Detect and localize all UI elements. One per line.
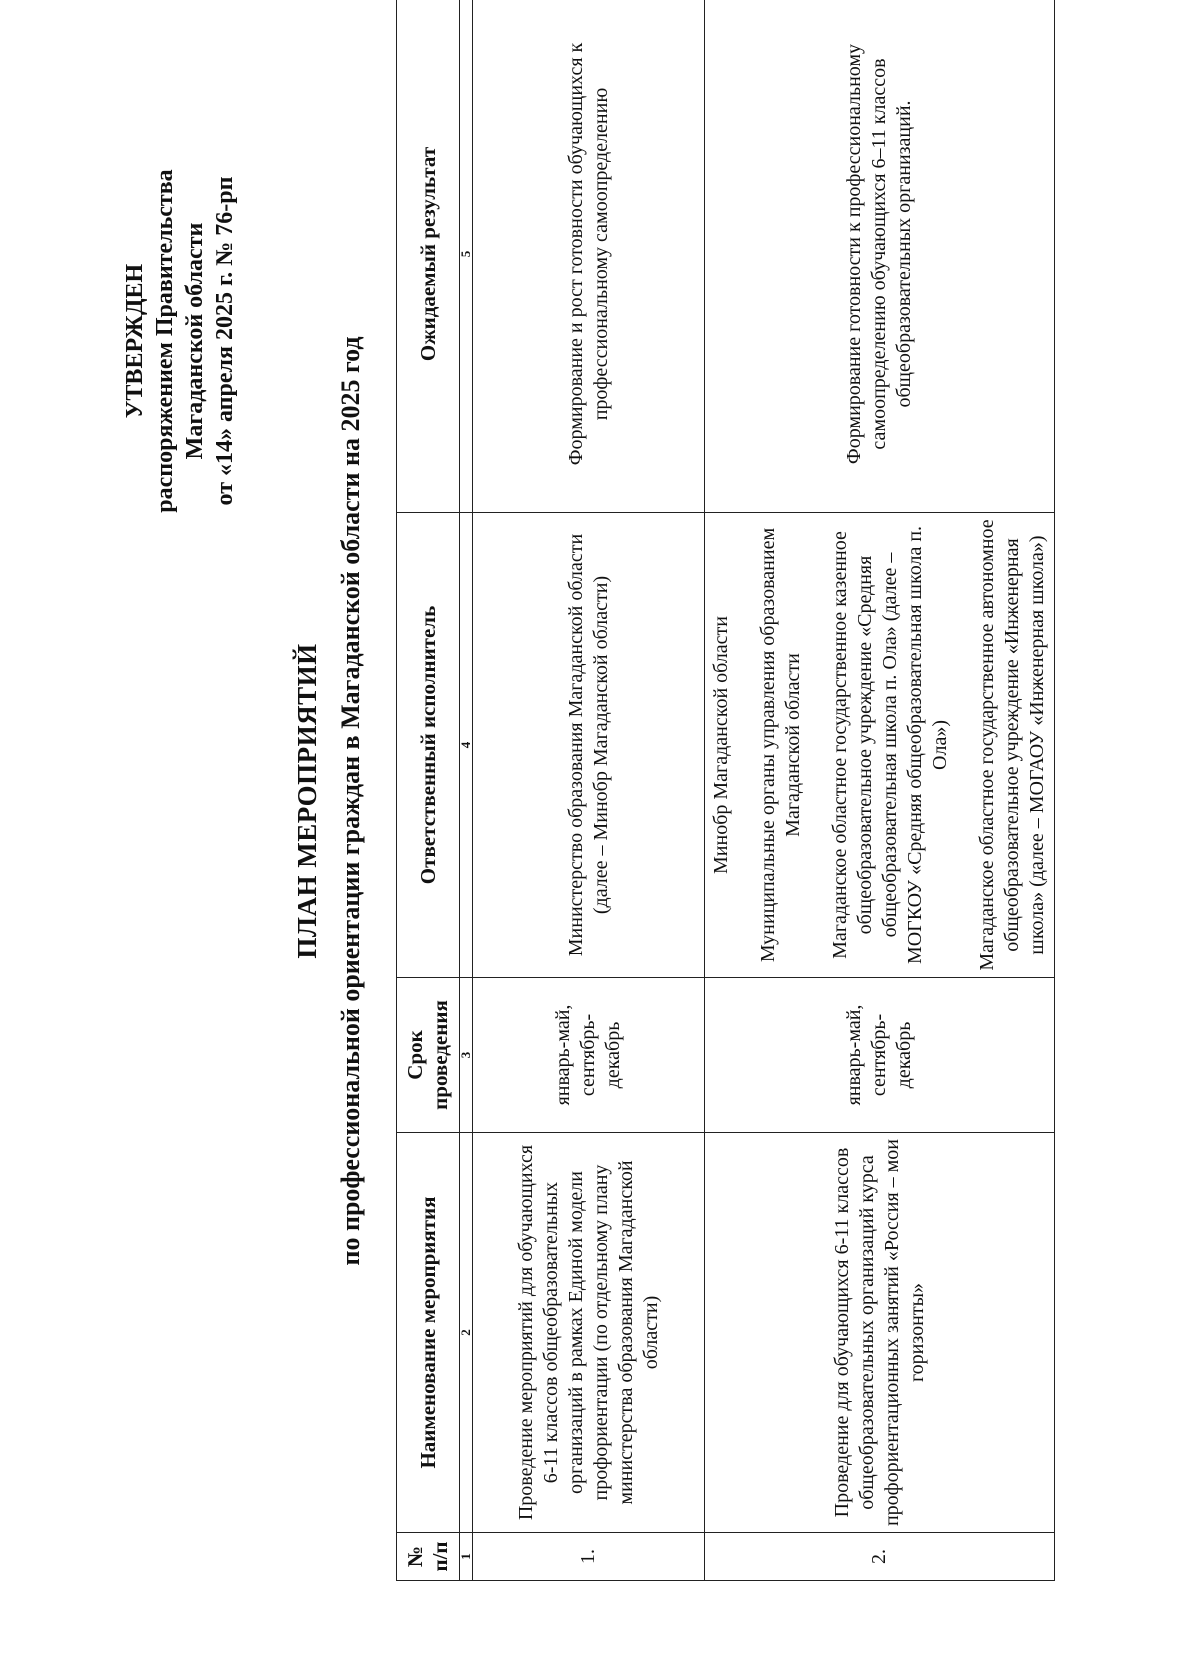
approval-line-1: распоряжением Правительства [152, 169, 178, 513]
executor-item: Минобр Магаданской области [710, 616, 732, 874]
row-num: 1. [473, 1533, 705, 1581]
plan-table [396, 0, 1055, 1581]
approval-title: УТВЕРЖДЕН [122, 263, 148, 419]
approval-stamp [120, 71, 240, 611]
col-number: 4 [460, 513, 473, 978]
row-result: Формирование и рост готовности обучающихся к профессиональному самоопределению [473, 0, 705, 513]
header-result: Ожидаемый результат [397, 0, 460, 513]
approval-date: от «14» апреля 2025 г. № 76-рп [212, 176, 238, 506]
row-name: Проведение мероприятий для обучающихся 6-11 классов общеобразовательных организаций в рамках Единой модели профориентации (по отдельному плану министерства образования Магаданской области) [473, 1133, 705, 1533]
row-period: январь-май, сентябрь-декабрь [705, 978, 1055, 1133]
row-num: 2. [705, 1533, 1055, 1581]
plan-title: ПЛАН МЕРОПРИЯТИЙ [292, 643, 322, 959]
executor-item: Магаданское областное государственное автономное общеобразовательное учреждение «Инженерная школа» (далее – МОГАОУ «Инженерная школа») [976, 519, 1048, 971]
row-period: январь-май, сентябрь-декабрь [473, 978, 705, 1133]
plan-subtitle: по профессиональной ориентации граждан в Магаданской области на 2025 год [336, 336, 365, 1266]
col-number: 3 [460, 978, 473, 1133]
header-name: Наименование мероприятия [397, 1133, 460, 1533]
row-name: Проведение для обучающихся 6-11 классов общеобразовательных организаций курса профориентационных занятий «Россия – мои горизонты» [705, 1133, 1055, 1533]
col-number: 1 [460, 1533, 473, 1581]
header-executor: Ответственный исполнитель [397, 513, 460, 978]
executor-item: Муниципальные органы управления образованием Магаданской области [757, 527, 804, 963]
header-num: № п/п [397, 1533, 460, 1581]
row-executor [705, 513, 1055, 978]
row-result: Формирование готовности к профессиональному самоопределению обучающихся 6–11 классов общеобразовательных организаций. [705, 0, 1055, 513]
col-number: 2 [460, 1133, 473, 1533]
table-header-row [397, 0, 460, 1581]
approval-line-2: Магаданской области [182, 222, 208, 460]
executor-item: Министерство образования Магаданской области (далее – Минобр Магаданской области) [564, 533, 612, 957]
table-row [473, 0, 705, 1581]
header-period: Срок проведения [397, 978, 460, 1133]
executor-item: Магаданское областное государственное казенное общеобразовательное учреждение «Средняя общеобразовательная школа п. Ола» (далее – МОГКОУ «Средняя общеобразовательная школа п. Ола») [829, 525, 951, 965]
row-executor [473, 513, 705, 978]
column-number-row [460, 0, 473, 1581]
table-row [705, 0, 1055, 1581]
col-number: 5 [460, 0, 473, 513]
